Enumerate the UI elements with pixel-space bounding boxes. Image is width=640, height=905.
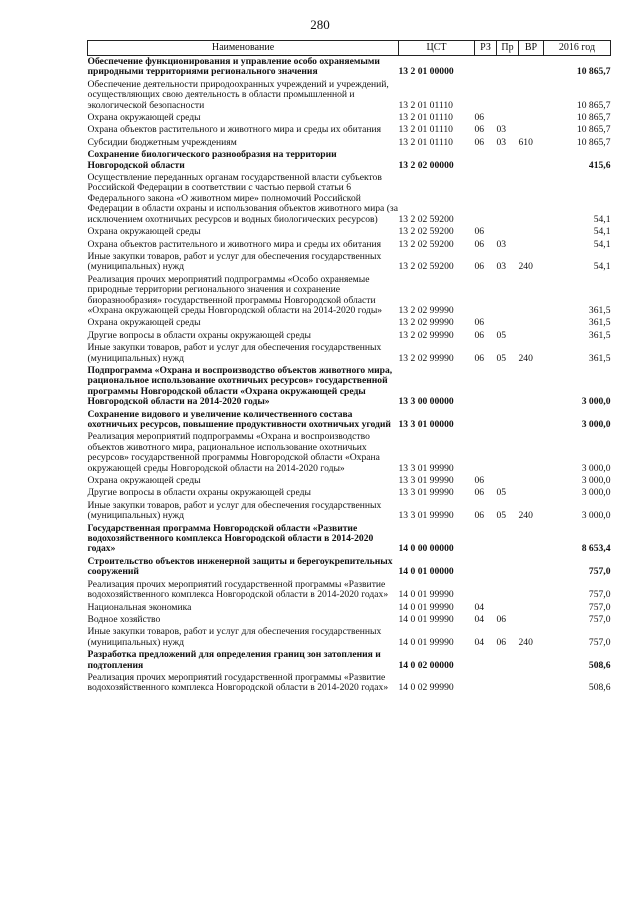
cell-cst: 13 2 02 99990 [398, 352, 454, 364]
column-header-cst: ЦСТ [399, 41, 475, 56]
cell-amount: 54,1 [593, 238, 611, 250]
cell-rz [475, 579, 497, 602]
cell-name: Охрана окружающей среды [87, 317, 201, 329]
table-row [88, 500, 611, 523]
table-row [88, 579, 611, 602]
cell-amount: 10 865,7 [576, 136, 611, 148]
cell-cst: 14 0 01 99990 [398, 601, 454, 613]
column-header-year: 2016 год [544, 41, 611, 56]
budget-table [87, 40, 611, 695]
cell-rz: 06 [474, 352, 485, 364]
cell-cst: 13 2 02 59200 [398, 261, 454, 273]
column-header-pr: Пр [497, 41, 519, 56]
cell-vr [519, 409, 544, 432]
table-row [88, 274, 611, 318]
table-row [88, 342, 611, 365]
table-row [88, 614, 611, 626]
cell-rz: 04 [474, 636, 485, 648]
cell-pr [497, 602, 519, 614]
cell-cst: 13 2 02 99990 [398, 317, 454, 329]
cell-cst: 13 2 01 01110 [398, 124, 453, 136]
cell-vr [519, 330, 544, 342]
cell-pr [497, 672, 519, 695]
cell-cst: 14 0 02 99990 [398, 682, 454, 694]
cell-pr [497, 431, 519, 475]
cell-name: Другие вопросы в области охраны окружающей среды [87, 487, 311, 499]
cell-amount: 10 865,7 [576, 66, 611, 78]
cell-vr [519, 475, 544, 487]
cell-cst: 13 3 01 99990 [398, 510, 454, 522]
table-row [88, 226, 611, 238]
cell-name: Обеспечение функционирования и управление особо охраняемыми природными территориями регионального значения [87, 56, 380, 78]
cell-name: Обеспечение деятельности природоохранных учреждений и учреждений, осуществляющих свою деятельность в области промышленной и экологической безопасности [87, 78, 389, 111]
cell-pr [497, 79, 519, 112]
cell-rz [475, 431, 497, 475]
cell-cst: 14 0 01 99990 [398, 589, 454, 601]
cell-name: Реализация прочих мероприятий подпрограммы «Особо охраняемые природные территории регионального значения и сохранение биоразнообразия» государственной программы Новгородской области «Охрана окружающей среды Новгородской области на 2014-2020 годы» [87, 273, 383, 316]
cell-name: Иные закупки товаров, работ и услуг для обеспечения государственных (муниципальных) нужд [87, 342, 382, 364]
cell-name: Государственная программа Новгородской области «Развитие водохозяйственного комплекса Новгородской области в 2014-2020 годах» [87, 522, 374, 555]
cell-cst: 13 2 01 01110 [398, 112, 453, 124]
cell-name: Иные закупки товаров, работ и услуг для обеспечения государственных (муниципальных) нужд [87, 626, 382, 648]
cell-amount: 10 865,7 [576, 124, 611, 136]
table-row [88, 409, 611, 432]
cell-vr [519, 579, 544, 602]
cell-amount: 3 000,0 [581, 396, 611, 408]
table-row [88, 137, 611, 149]
cell-rz: 06 [474, 261, 485, 273]
cell-rz [475, 523, 497, 556]
cell-amount: 3 000,0 [581, 462, 611, 474]
cell-vr [519, 487, 544, 499]
table-row [88, 239, 611, 251]
cell-cst: 13 2 02 59200 [398, 213, 454, 225]
cell-pr [497, 523, 519, 556]
table-row [88, 317, 611, 329]
cell-pr [497, 556, 519, 579]
table-row [88, 523, 611, 556]
cell-cst: 13 3 01 99990 [398, 462, 454, 474]
cell-amount: 361,5 [588, 352, 611, 364]
cell-rz [475, 79, 497, 112]
table-row [88, 56, 611, 79]
cell-name: Сохранение видового и увеличение количественного состава охотничьих ресурсов, повышение продуктивности охотничьих угодий [87, 408, 391, 430]
cell-pr [497, 112, 519, 124]
cell-rz [475, 649, 497, 672]
cell-amount: 3 000,0 [581, 487, 611, 499]
cell-pr [497, 409, 519, 432]
cell-name: Подпрограмма «Охрана и воспроизводство объектов животного мира, рациональное использование охотничьих ресурсов» государственной программы Новгородской области «Охрана окружающей среды Новгородской области на 2014-2020 годы» [87, 364, 393, 408]
table-row [88, 649, 611, 672]
cell-vr: 240 [518, 510, 533, 522]
table-row [88, 149, 611, 172]
cell-amount: 757,0 [588, 589, 611, 601]
cell-amount: 3 000,0 [581, 475, 611, 487]
cell-name: Реализация прочих мероприятий государственной программы «Развитие водохозяйственного комплекса Новгородской области в 2014-2020 годах» [87, 578, 389, 601]
cell-vr: 240 [518, 636, 533, 648]
cell-rz: 06 [474, 510, 485, 522]
cell-pr [497, 226, 519, 238]
table-header [88, 41, 611, 56]
cell-pr: 03 [496, 136, 507, 148]
cell-vr [519, 365, 544, 409]
table-body [88, 56, 611, 695]
cell-vr: 240 [518, 261, 533, 273]
cell-pr: 05 [496, 352, 507, 364]
cell-rz [475, 672, 497, 695]
cell-pr: 05 [496, 487, 507, 499]
column-header-name: Наименование [88, 41, 399, 56]
cell-rz: 04 [474, 601, 485, 613]
cell-vr [519, 239, 544, 251]
cell-name: Охрана окружающей среды [87, 226, 201, 238]
cell-cst: 14 0 00 00000 [398, 543, 454, 555]
cell-rz: 06 [474, 317, 485, 329]
cell-vr [519, 614, 544, 626]
table-row [88, 365, 611, 409]
cell-name: Строительство объектов инженерной защиты и берегоукрепительных сооружений [87, 555, 393, 578]
cell-name: Водное хозяйство [87, 613, 161, 625]
cell-rz [475, 172, 497, 226]
column-header-rz: РЗ [475, 41, 497, 56]
cell-cst: 14 0 02 00000 [398, 659, 454, 671]
cell-vr [519, 112, 544, 124]
table-row [88, 251, 611, 274]
cell-cst: 13 2 02 99990 [398, 329, 454, 341]
cell-amount: 757,0 [588, 613, 611, 625]
table-row [88, 431, 611, 475]
cell-cst: 14 0 01 00000 [398, 566, 454, 578]
cell-rz: 06 [474, 238, 485, 250]
cell-name: Реализация мероприятий подпрограммы «Охрана и воспроизводство объектов животного мира, рациональное использование охотничьих ресурсов» государственной программы Новгородской области «Охрана окружающей среды Новгородской области на 2014-2020 годы» [87, 431, 380, 474]
cell-name: Охрана окружающей среды [87, 475, 201, 487]
cell-pr [497, 317, 519, 329]
cell-vr [519, 226, 544, 238]
cell-name: Реализация прочих мероприятий государственной программы «Развитие водохозяйственного комплекса Новгородской области в 2014-2020 годах» [87, 671, 389, 694]
cell-cst: 14 0 01 99990 [398, 636, 454, 648]
cell-name: Осуществление переданных органам государственной власти субъектов Российской Федерации в соответствии с частью первой статьи 6 Федерального закона «О животном мире» полномочий Российской Федерации в области охраны и использования объектов животного мира (за исключением охотничьих ресурсов и водных биологических ресурсов) [87, 172, 398, 225]
cell-vr [519, 172, 544, 226]
cell-rz: 06 [474, 136, 485, 148]
cell-vr [519, 149, 544, 172]
cell-cst: 13 2 02 59200 [398, 226, 454, 238]
cell-cst: 13 3 01 00000 [398, 419, 454, 430]
cell-amount: 54,1 [593, 213, 611, 225]
cell-amount: 757,0 [588, 601, 611, 613]
cell-rz [475, 274, 497, 318]
table-row [88, 475, 611, 487]
cell-amount: 361,5 [588, 304, 611, 316]
cell-amount: 361,5 [588, 317, 611, 329]
cell-pr [497, 56, 519, 79]
cell-amount: 54,1 [593, 261, 611, 273]
cell-cst: 13 3 01 99990 [398, 475, 454, 487]
cell-rz: 04 [474, 613, 485, 625]
cell-name: Иные закупки товаров, работ и услуг для обеспечения государственных (муниципальных) нужд [87, 250, 382, 273]
cell-name: Охрана окружающей среды [87, 112, 201, 124]
cell-pr [497, 274, 519, 318]
table-row [88, 672, 611, 695]
cell-cst: 13 2 02 00000 [398, 159, 454, 171]
table-row [88, 112, 611, 124]
cell-cst: 13 2 02 59200 [398, 238, 454, 250]
cell-amount: 10 865,7 [576, 112, 611, 124]
table-row [88, 79, 611, 112]
cell-name: Охрана объектов растительного и животного мира и среды их обитания [87, 238, 382, 250]
cell-name: Иные закупки товаров, работ и услуг для обеспечения государственных (муниципальных) нужд [87, 499, 382, 522]
cell-pr [497, 649, 519, 672]
cell-vr [519, 672, 544, 695]
cell-rz [475, 365, 497, 409]
cell-pr [497, 149, 519, 172]
cell-cst: 13 2 02 99990 [398, 304, 454, 316]
cell-amount: 508,6 [588, 682, 611, 694]
cell-amount: 415,6 [588, 159, 611, 171]
table-row [88, 124, 611, 136]
cell-pr: 03 [496, 261, 507, 273]
cell-amount: 54,1 [593, 226, 611, 238]
table-row [88, 602, 611, 614]
cell-name: Разработка предложений для определения границ зон затопления и подтопления [87, 649, 381, 671]
cell-name: Национальная экономика [87, 601, 192, 613]
cell-rz [475, 56, 497, 79]
page-number: 280 [310, 17, 330, 32]
cell-amount: 10 865,7 [576, 99, 611, 111]
cell-amount: 3 000,0 [581, 510, 611, 522]
cell-pr: 06 [496, 636, 507, 648]
cell-cst: 13 2 01 01110 [398, 99, 453, 111]
cell-vr: 240 [518, 352, 533, 364]
cell-rz: 06 [474, 226, 485, 238]
cell-rz [475, 149, 497, 172]
cell-rz [475, 556, 497, 579]
cell-amount: 361,5 [588, 329, 611, 341]
cell-cst: 13 3 00 00000 [398, 396, 454, 408]
cell-amount: 508,6 [588, 659, 611, 671]
cell-pr [497, 475, 519, 487]
cell-pr [497, 579, 519, 602]
cell-amount: 757,0 [588, 636, 611, 648]
cell-vr [519, 79, 544, 112]
cell-vr [519, 431, 544, 475]
cell-name: Субсидии бюджетным учреждениям [87, 136, 237, 148]
cell-vr [519, 317, 544, 329]
cell-vr [519, 649, 544, 672]
table-row [88, 330, 611, 342]
table-row [88, 487, 611, 499]
cell-rz: 06 [474, 475, 485, 487]
cell-cst: 13 3 01 99990 [398, 487, 454, 499]
cell-name: Другие вопросы в области охраны окружающей среды [87, 329, 311, 341]
column-header-vr: ВР [519, 41, 544, 56]
cell-vr [519, 56, 544, 79]
cell-rz: 06 [474, 329, 485, 341]
cell-vr: 610 [518, 136, 533, 148]
table-row [88, 556, 611, 579]
table-row [88, 172, 611, 226]
cell-vr [519, 602, 544, 614]
cell-pr [497, 172, 519, 226]
cell-rz: 06 [474, 487, 485, 499]
cell-cst: 14 0 01 99990 [398, 613, 454, 625]
cell-cst: 13 2 01 00000 [398, 66, 454, 78]
cell-vr [519, 523, 544, 556]
cell-rz: 06 [474, 124, 485, 136]
cell-pr [497, 365, 519, 409]
cell-pr: 05 [496, 329, 507, 341]
cell-vr [519, 274, 544, 318]
cell-pr: 05 [496, 510, 507, 522]
cell-vr [519, 124, 544, 136]
cell-pr: 03 [496, 238, 507, 250]
cell-vr [519, 556, 544, 579]
cell-amount: 8 653,4 [581, 543, 611, 555]
cell-cst: 13 2 01 01110 [398, 136, 453, 148]
cell-amount: 757,0 [588, 566, 611, 578]
cell-rz [475, 409, 497, 432]
cell-rz: 06 [474, 112, 485, 124]
cell-pr: 06 [496, 613, 507, 625]
cell-pr: 03 [496, 124, 507, 136]
table-row [88, 626, 611, 649]
cell-name: Сохранение биологического разнообразия на территории Новгородской области [87, 149, 337, 171]
cell-amount: 3 000,0 [581, 419, 611, 430]
cell-name: Охрана объектов растительного и животного мира и среды их обитания [87, 124, 382, 136]
